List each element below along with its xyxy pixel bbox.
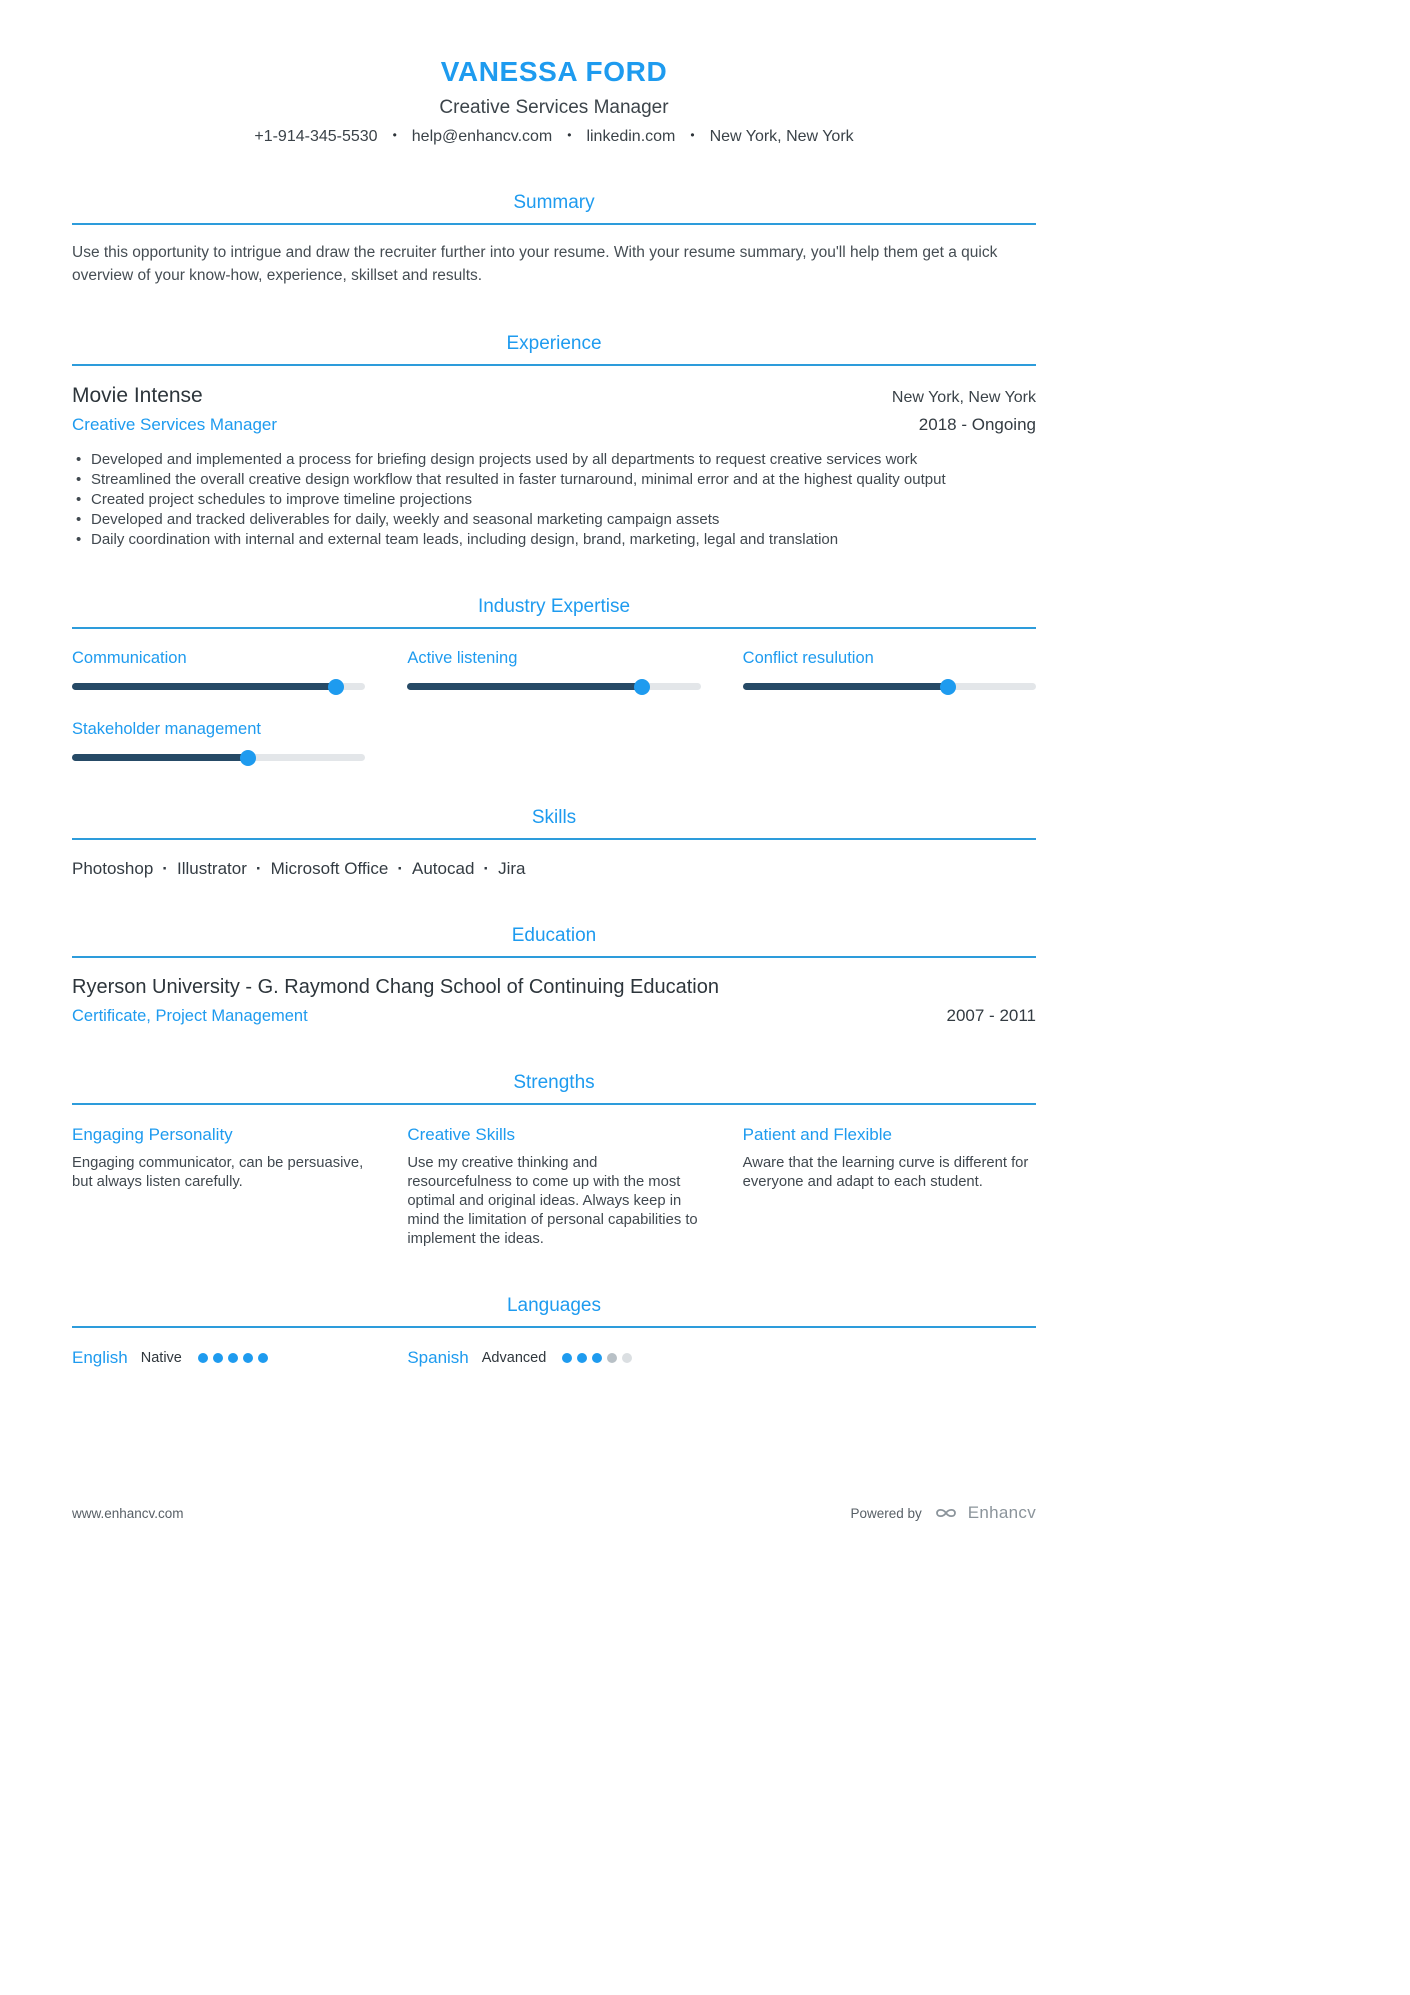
company-name: Movie Intense	[72, 384, 203, 407]
job-role: Creative Services Manager	[72, 415, 278, 434]
section-industry-expertise	[72, 596, 1036, 761]
strength-text: Engaging communicator, can be persuasive, but always listen carefully.	[72, 1155, 364, 1190]
level-dot[interactable]	[562, 1353, 572, 1363]
experience-bullet: • Streamlined the overall creative design workflow that resulted in faster turnaround, minimal error and at the highest quality output	[72, 470, 1036, 490]
skill-item: · Jira	[474, 859, 525, 878]
strength-title: Creative Skills	[407, 1125, 516, 1144]
section-experience	[72, 333, 1036, 550]
experience-bullets	[72, 450, 1036, 550]
section-summary	[72, 192, 1036, 287]
level-dot[interactable]	[198, 1353, 208, 1363]
language-level-dots	[562, 1353, 632, 1363]
experience-bullet: • Developed and implemented a process for briefing design projects used by all departments to request creative services work	[72, 450, 1036, 470]
experience-bullet: • Developed and tracked deliverables for daily, weekly and seasonal marketing campaign assets	[72, 510, 1036, 530]
strength-text: Aware that the learning curve is different for everyone and adapt to each student.	[742, 1155, 1029, 1190]
powered-by	[850, 1503, 1036, 1523]
powered-by-label: Powered by	[850, 1505, 922, 1521]
level-dot[interactable]	[213, 1353, 223, 1363]
slider-fill	[72, 754, 248, 761]
slider-knob[interactable]	[940, 679, 956, 695]
expertise-slider[interactable]	[72, 683, 365, 690]
education-heading: Education	[72, 925, 1036, 958]
experience-bullet: • Daily coordination with internal and external team leads, including design, brand, marketing, legal and translation	[72, 530, 1036, 550]
contact-line	[72, 128, 1036, 146]
section-strengths	[72, 1072, 1036, 1249]
enhancv-brand-name[interactable]: Enhancv	[967, 1503, 1036, 1522]
level-dot[interactable]	[258, 1353, 268, 1363]
language-level: Native	[140, 1350, 182, 1366]
candidate-name: VANESSA FORD	[440, 56, 668, 87]
language-level: Advanced	[481, 1350, 547, 1366]
enhancv-website-link[interactable]: www.enhancv.com	[72, 1505, 184, 1521]
candidate-title: Creative Services Manager	[439, 97, 669, 118]
resume-header	[72, 0, 1036, 146]
degree-name: Certificate, Project Management	[72, 1007, 308, 1025]
section-skills	[72, 807, 1036, 879]
expertise-item	[72, 649, 365, 690]
level-dot[interactable]	[592, 1353, 602, 1363]
slider-knob[interactable]	[240, 750, 256, 766]
job-dates: 2018 - Ongoing	[918, 415, 1036, 434]
expertise-item	[72, 720, 365, 761]
skill-item: · Illustrator	[153, 859, 247, 878]
expertise-slider[interactable]	[407, 683, 700, 690]
level-dot[interactable]	[607, 1353, 617, 1363]
strength-title: Patient and Flexible	[742, 1125, 892, 1144]
level-dot[interactable]	[228, 1353, 238, 1363]
expertise-label: Conflict resulution	[742, 649, 874, 667]
strengths-heading: Strengths	[72, 1072, 1036, 1105]
expertise-slider[interactable]	[72, 754, 365, 761]
experience-bullet: • Created project schedules to improve timeline projections	[72, 490, 1036, 510]
enhancv-logo-icon[interactable]	[934, 1504, 960, 1522]
skills-heading: Skills	[72, 807, 1036, 840]
skill-item: · Autocad	[388, 859, 474, 878]
experience-heading: Experience	[72, 333, 1036, 366]
summary-text: Use this opportunity to intrigue and draw the recruiter further into your resume. With your resume summary, you'll help them get a quick overview of your know-how, experience, skillset and results.	[72, 244, 998, 284]
language-name: English	[72, 1348, 128, 1367]
level-dot[interactable]	[622, 1353, 632, 1363]
strengths-grid	[72, 1125, 1036, 1249]
expertise-item	[743, 649, 1036, 690]
slider-knob[interactable]	[328, 679, 344, 695]
strength-title: Engaging Personality	[72, 1125, 233, 1144]
level-dot[interactable]	[577, 1353, 587, 1363]
job-location: New York, New York	[891, 389, 1036, 406]
slider-fill	[72, 683, 336, 690]
school-name: Ryerson University - G. Raymond Chang School of Continuing Education	[72, 976, 719, 998]
linkedin-link[interactable]: • linkedin.com	[552, 128, 675, 146]
expertise-grid	[72, 649, 1036, 761]
location-text: • New York, New York	[675, 128, 853, 146]
strength-item	[407, 1125, 700, 1249]
language-item	[72, 1348, 365, 1368]
expertise-label: Stakeholder management	[72, 720, 261, 738]
slider-fill	[743, 683, 948, 690]
section-education	[72, 925, 1036, 1026]
slider-fill	[407, 683, 642, 690]
section-languages	[72, 1295, 1036, 1368]
phone-number[interactable]: +1-914-345-5530	[254, 128, 378, 145]
strength-item	[72, 1125, 365, 1249]
industry-expertise-heading: Industry Expertise	[72, 596, 1036, 629]
level-dot[interactable]	[243, 1353, 253, 1363]
expertise-item	[407, 649, 700, 690]
skills-list	[72, 859, 1036, 879]
skill-item: Photoshop	[72, 859, 154, 878]
language-item	[407, 1348, 700, 1368]
languages-heading: Languages	[72, 1295, 1036, 1328]
slider-knob[interactable]	[634, 679, 650, 695]
education-dates: 2007 - 2011	[946, 1006, 1036, 1025]
language-level-dots	[198, 1353, 268, 1363]
expertise-slider[interactable]	[743, 683, 1036, 690]
expertise-label: Active listening	[407, 649, 518, 667]
summary-heading: Summary	[72, 192, 1036, 225]
language-name: Spanish	[407, 1348, 469, 1367]
expertise-label: Communication	[72, 649, 187, 667]
skill-item: · Microsoft Office	[247, 859, 388, 878]
strength-text: Use my creative thinking and resourcefulness to come up with the most optimal and original ideas. Always keep in mind the limitation of personal capabilities to implement the ideas.	[407, 1155, 698, 1247]
page-footer	[72, 1503, 1036, 1523]
languages-grid	[72, 1348, 1036, 1368]
email-address[interactable]: • help@enhancv.com	[378, 128, 553, 146]
strength-item	[743, 1125, 1036, 1249]
